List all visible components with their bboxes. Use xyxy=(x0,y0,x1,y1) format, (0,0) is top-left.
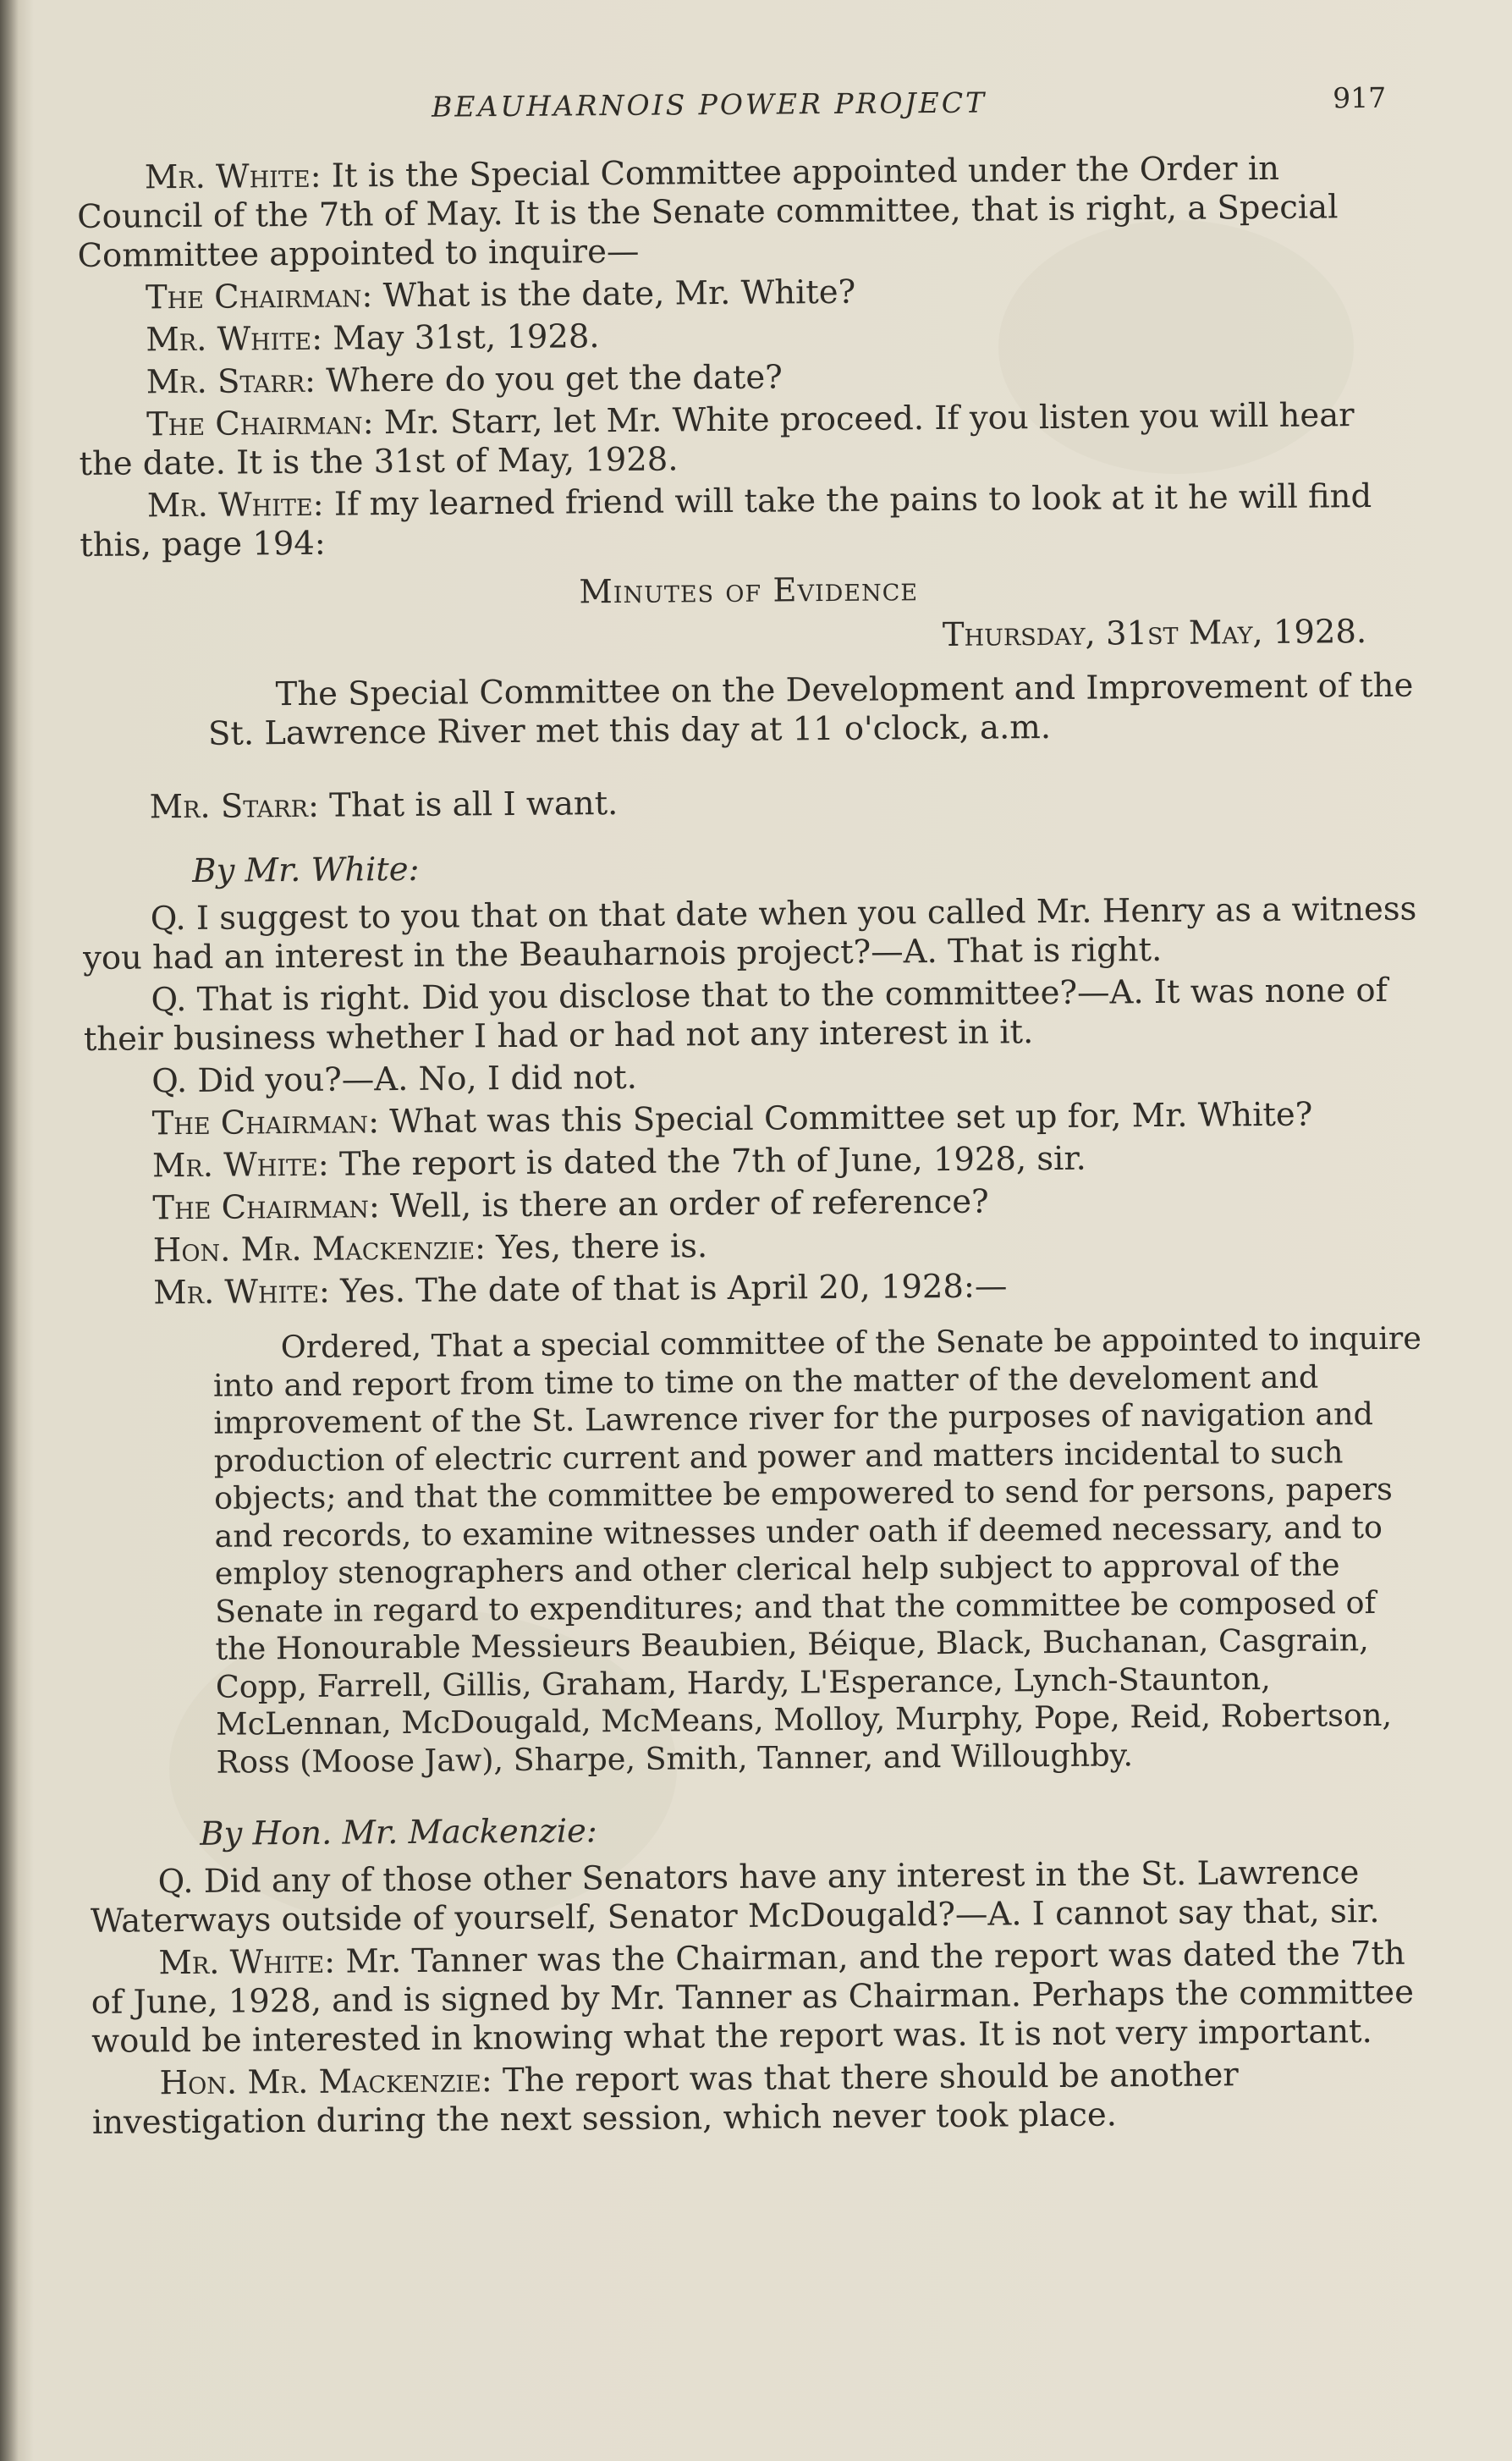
page-content xyxy=(76,74,1429,2146)
paragraph xyxy=(79,354,1416,403)
question: Q. I suggest to you that on that date when you called Mr. Henry as a witness you had an interest in the Beauharnois project?—A. That is right. xyxy=(82,889,1417,977)
minutes-date xyxy=(80,613,1366,662)
paragraph xyxy=(79,396,1416,484)
page-header xyxy=(76,74,1413,135)
speaker: The Chairman xyxy=(146,404,363,444)
speaker: Mr. White xyxy=(158,1942,325,1983)
speech: : What was this Special Committee set up for, Mr. White? xyxy=(367,1095,1313,1142)
page-number: 917 xyxy=(1333,80,1387,115)
speaker: Mr. White xyxy=(146,485,313,526)
speaker: Hon. Mr. Mackenzie xyxy=(152,1229,476,1270)
speaker: Mr. Starr xyxy=(149,786,309,827)
speech: : That is all I want. xyxy=(307,784,619,825)
speech: : Well, is there an order of reference? xyxy=(368,1182,989,1226)
speaker: Mr. White xyxy=(153,1272,320,1313)
minutes-date-text: Thursday, 31st May, 1928. xyxy=(942,613,1367,654)
paragraph xyxy=(85,1137,1421,1186)
speech: : The report was that there should be another investigation during the next session, which never took place. xyxy=(91,2056,1239,2142)
speech: : Mr. Starr, let Mr. White proceed. If you listen you will hear the date. It is the 31st of May, 1928. xyxy=(79,396,1355,483)
speech: : Mr. Tanner was the Chairman, and the report was dated the 7th of June, 1928, and is signed by Mr. Tanner as Chairman. Perhaps the committee would be interested in knowing what the report was. It is not very important. xyxy=(91,1934,1415,2061)
speech: : Where do you get the date? xyxy=(304,358,783,400)
paragraph xyxy=(80,477,1417,565)
paragraph xyxy=(84,1095,1421,1144)
minutes-heading: Minutes of Evidence xyxy=(579,570,919,612)
speech: : It is the Special Committee appointed under the Order in Council of the 7th of May. It is the Senate committee, that is right, a Special Committee appointed to inquire— xyxy=(77,149,1339,275)
speaker: Mr. Starr xyxy=(146,361,305,402)
speech: : If my learned friend will take the pains to look at it he will find this, page 194: xyxy=(80,476,1372,564)
question: Q. That is right. Did you disclose that to the committee?—A. It was none of their business whether I had or had not any interest in it. xyxy=(83,971,1388,1059)
speaker: The Chairman xyxy=(151,1103,369,1143)
running-title: BEAUHARNOIS POWER PROJECT xyxy=(432,85,987,124)
paragraph xyxy=(82,779,1419,828)
question: Q. Did any of those other Senators have any interest in the St. Lawrence Waterways outside of yourself, Senator McDougald?—A. I cannot say that, sir. xyxy=(90,1853,1380,1941)
speaker: Mr. White xyxy=(144,157,311,197)
speaker: Mr. White xyxy=(151,1145,318,1186)
speech: : May 31st, 1928. xyxy=(311,317,600,358)
speech: : What is the date, Mr. White? xyxy=(361,273,856,316)
question: Q. Did you?—A. No, I did not. xyxy=(151,1058,638,1101)
paragraph xyxy=(91,2055,1429,2143)
minutes-body: The Special Committee on the Development and Improvement of the St. Lawrence River met this day at 11 o'clock, a.m. xyxy=(207,666,1414,753)
speaker: Hon. Mr. Mackenzie xyxy=(159,2062,481,2103)
order-of-reference-quote: Ordered, That a special committee of the Senate be appointed to inquire into and report from time to time on the matter of the develoment and improvement of the St. Lawrence river for the purposes of navigation and production of electric current and power and matters incidental to such objects; and that the committee be empowered to send for persons, papers and records, to examine witnesses under oath if deemed necessary, and to employ stenographers and other clerical help subject to approval of the Senate in regard to expenditures; and that the committee be composed of the Honourable Messieurs Beaubien, Béique, Black, Buchanan, Casgrain, Copp, Farrell, Gillis, Graham, Hardy, L'Esperance, Lynch-Staunton, McLennan, McDougald, McMeans, Molloy, Murphy, Pope, Reid, Robertson, Ross (Moose Jaw), Sharpe, Smith, Tanner, and Willoughby. xyxy=(212,1319,1422,1781)
speech: : Yes, there is. xyxy=(474,1227,708,1268)
paragraph xyxy=(78,269,1415,318)
paragraph xyxy=(91,1935,1428,2062)
paragraph xyxy=(78,311,1415,361)
paragraph xyxy=(85,1264,1422,1313)
speech: : The report is dated the 7th of June, 1928, sir. xyxy=(317,1139,1086,1184)
speaker: The Chairman xyxy=(145,277,362,317)
speech: : Yes. The date of that is April 20, 1928:— xyxy=(318,1267,1008,1311)
paragraph xyxy=(85,1222,1422,1271)
speaker: The Chairman xyxy=(152,1187,370,1228)
paragraph xyxy=(77,149,1415,276)
speaker: Mr. White xyxy=(146,319,312,360)
examiner-heading: By Hon. Mr. Mackenzie: xyxy=(200,1812,597,1853)
paragraph xyxy=(85,1180,1421,1229)
examiner-heading: By Mr. White: xyxy=(192,850,420,890)
